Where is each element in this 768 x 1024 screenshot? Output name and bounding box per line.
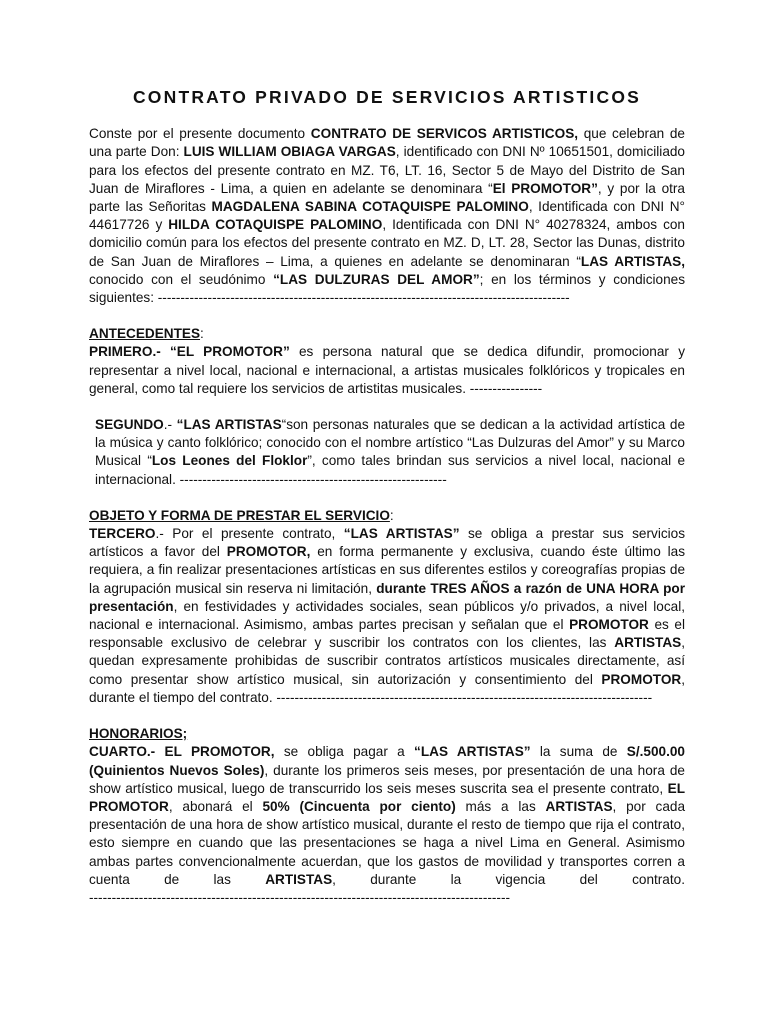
section-objeto — [89, 507, 685, 707]
clause-text: es persona natural que se dedica difundir, promocionar y representar a nivel local, nacional e internacional, a artistas musicales folklóricos y tropicales en general, como tal requiere los servicios de artistitas musicales. ---------------- — [89, 344, 685, 396]
intro-text: Conste por el presente documento — [89, 126, 311, 142]
contract-name: CONTRATO DE SERVICOS ARTISTICOS, — [310, 126, 579, 142]
clause-text: ”, como tales brindan sus servicios a nivel local, nacional e internacional. ----------------------------------------------------------- — [95, 453, 686, 487]
clause-text: , durante el tiempo del contrato. ----------------------------------------------------------------------------------- — [89, 671, 685, 705]
clause-bold: “LAS ARTISTAS” — [414, 744, 531, 760]
clause-text: en forma permanente y exclusiva, cuando éste último las requiera, a fin realizar presentaciones artísticas en sus diferentes estilos y coreografías propias de la agrupación musical sin reserva ni limitación, — [89, 544, 685, 596]
clause-cuarto — [89, 743, 685, 889]
promoter-alias: El PROMOTOR” — [492, 180, 598, 196]
section-heading-objeto — [89, 507, 685, 525]
intro-text: , Identificada con DNI N° 40278324, ambos con domicilio común para los efectos del presente contrato en MZ. D, LT. 28, Sector las Dunas, distrito de San Juan de Miraflores – Lima, a quienes en adelante se denominaran “ — [89, 217, 685, 269]
intro-text: , identificado con DNI Nº 10651501, domiciliado para los efectos del presente contrato en MZ. T6, LT. 16, Sector 5 de Mayo del Distrito de San Juan de Miraflores - Lima, a quien en adelante se denominara “ — [89, 144, 685, 196]
intro-text: , y por la otra parte las Señoritas — [89, 180, 685, 215]
intro-text: ; en los términos y condiciones siguientes: ------------------------------------------------------------------------------------------- — [89, 271, 685, 306]
clause-bold: 50% (Cincuenta por ciento) — [262, 798, 456, 814]
clause-text: .- Por el presente contrato, — [155, 526, 344, 542]
clause-primero — [89, 343, 685, 398]
clause-text: se obliga pagar a — [274, 744, 415, 760]
artist-2-name: HILDA COTAQUISPE PALOMINO — [168, 217, 383, 233]
section-honorarios — [89, 725, 685, 907]
document-title: CONTRATO PRIVADO DE SERVICIOS ARTISTICOS — [132, 87, 642, 107]
clause-label: SEGUNDO — [95, 417, 164, 433]
clause-bold: ARTISTAS — [265, 871, 333, 887]
clause-bold: EL PROMOTOR — [89, 780, 685, 814]
clause-text: , quedan expresamente prohibidas de suscribir contratos artísticos musicales directamente, así como presentar show artístico musical, sin autorización y consentimiento del — [89, 635, 685, 687]
heading-colon: : — [200, 326, 204, 342]
separator-dashes: --------------------------------------------------------------------------------------------- — [89, 889, 510, 905]
section-antecedentes — [89, 325, 685, 489]
clause-text: , abonará el — [168, 798, 263, 814]
clause-bold: PROMOTOR, — [226, 544, 311, 560]
stage-name: “LAS DULZURAS DEL AMOR” — [273, 271, 480, 287]
intro-text: , Identificada con DNI N° 44617726 y — [89, 199, 685, 233]
clause-tercero — [89, 525, 685, 707]
clause-bold: Los Leones del Floklor — [151, 453, 308, 469]
intro-text: que celebran de una parte Don: — [89, 126, 685, 160]
section-heading-antecedentes — [89, 325, 685, 343]
clause-text: la suma de — [530, 744, 627, 760]
heading-text: ANTECEDENTES — [89, 326, 201, 342]
intro-text: conocido con el seudónimo — [89, 271, 274, 287]
clause-label: CUARTO.- EL PROMOTOR, — [89, 744, 275, 760]
clause-bold: ARTISTAS — [545, 798, 613, 814]
section-heading-honorarios — [89, 725, 685, 743]
clause-text: , por cada presentación de una hora de show artístico musical, durante el resto de tiempo que rija el contrato, esto siempre en cuando que las presentaciones se haga a nivel Lima en General. Asimismo ambas partes convencionalmente acuerdan, que los gastos de movilidad y transportes corren a cuenta de las — [89, 798, 686, 887]
promoter-name: LUIS WILLIAM OBIAGA VARGAS — [183, 144, 396, 160]
clause-segundo — [89, 416, 685, 489]
clause-bold: durante TRES AÑOS a razón de UNA HORA por presentación — [89, 580, 685, 614]
clause-text: , durante la vigencia del contrato. — [332, 871, 685, 887]
clause-bold: “LAS ARTISTAS” — [343, 526, 460, 542]
clause-text: es el responsable exclusivo de celebrar y suscribir los contratos con los clientes, las — [89, 617, 685, 651]
intro-paragraph — [89, 125, 685, 307]
clause-text: “son personas naturales que se dedican a la actividad artística de la música y canto folklórico; conocido con el nombre artístico “Las Dulzuras del Amor” y su Marco Musical “ — [95, 417, 685, 469]
clause-bold: PROMOTOR — [601, 671, 682, 687]
clause-label: PRIMERO.- “EL PROMOTOR” — [89, 344, 290, 360]
clause-text: , durante los primeros seis meses, por presentación de una hora de show artístico musical, luego de transcurrido los seis meses suscrita sea el presente contrato, — [89, 762, 685, 796]
clause-text: .- — [163, 417, 177, 433]
heading-colon: : — [389, 507, 394, 523]
clause-text: , en festividades y actividades sociales, sean públicos y/o privados, a nivel local, nacional e internacional. Asimismo, ambas partes precisan y señalan que el — [89, 598, 685, 633]
contract-document — [89, 88, 685, 907]
clause-bold: PROMOTOR — [569, 617, 649, 633]
heading-text: HONORARIOS; — [89, 726, 188, 742]
artist-1-name: MAGDALENA SABINA COTAQUISPE PALOMINO — [211, 199, 529, 215]
heading-text: OBJETO Y FORMA DE PRESTAR EL SERVICIO — [89, 507, 390, 523]
clause-text: se obliga a prestar sus servicios artísticos a favor del — [89, 526, 686, 560]
clause-bold: “LAS ARTISTAS — [176, 417, 282, 433]
clause-bold: ARTISTAS — [614, 635, 682, 651]
clause-text: más a las — [455, 798, 546, 814]
artists-alias: LAS ARTISTAS, — [580, 253, 686, 269]
clause-bold: S/.500.00 (Quinientos Nuevos Soles) — [89, 744, 685, 778]
clause-label: TERCERO — [89, 526, 156, 542]
